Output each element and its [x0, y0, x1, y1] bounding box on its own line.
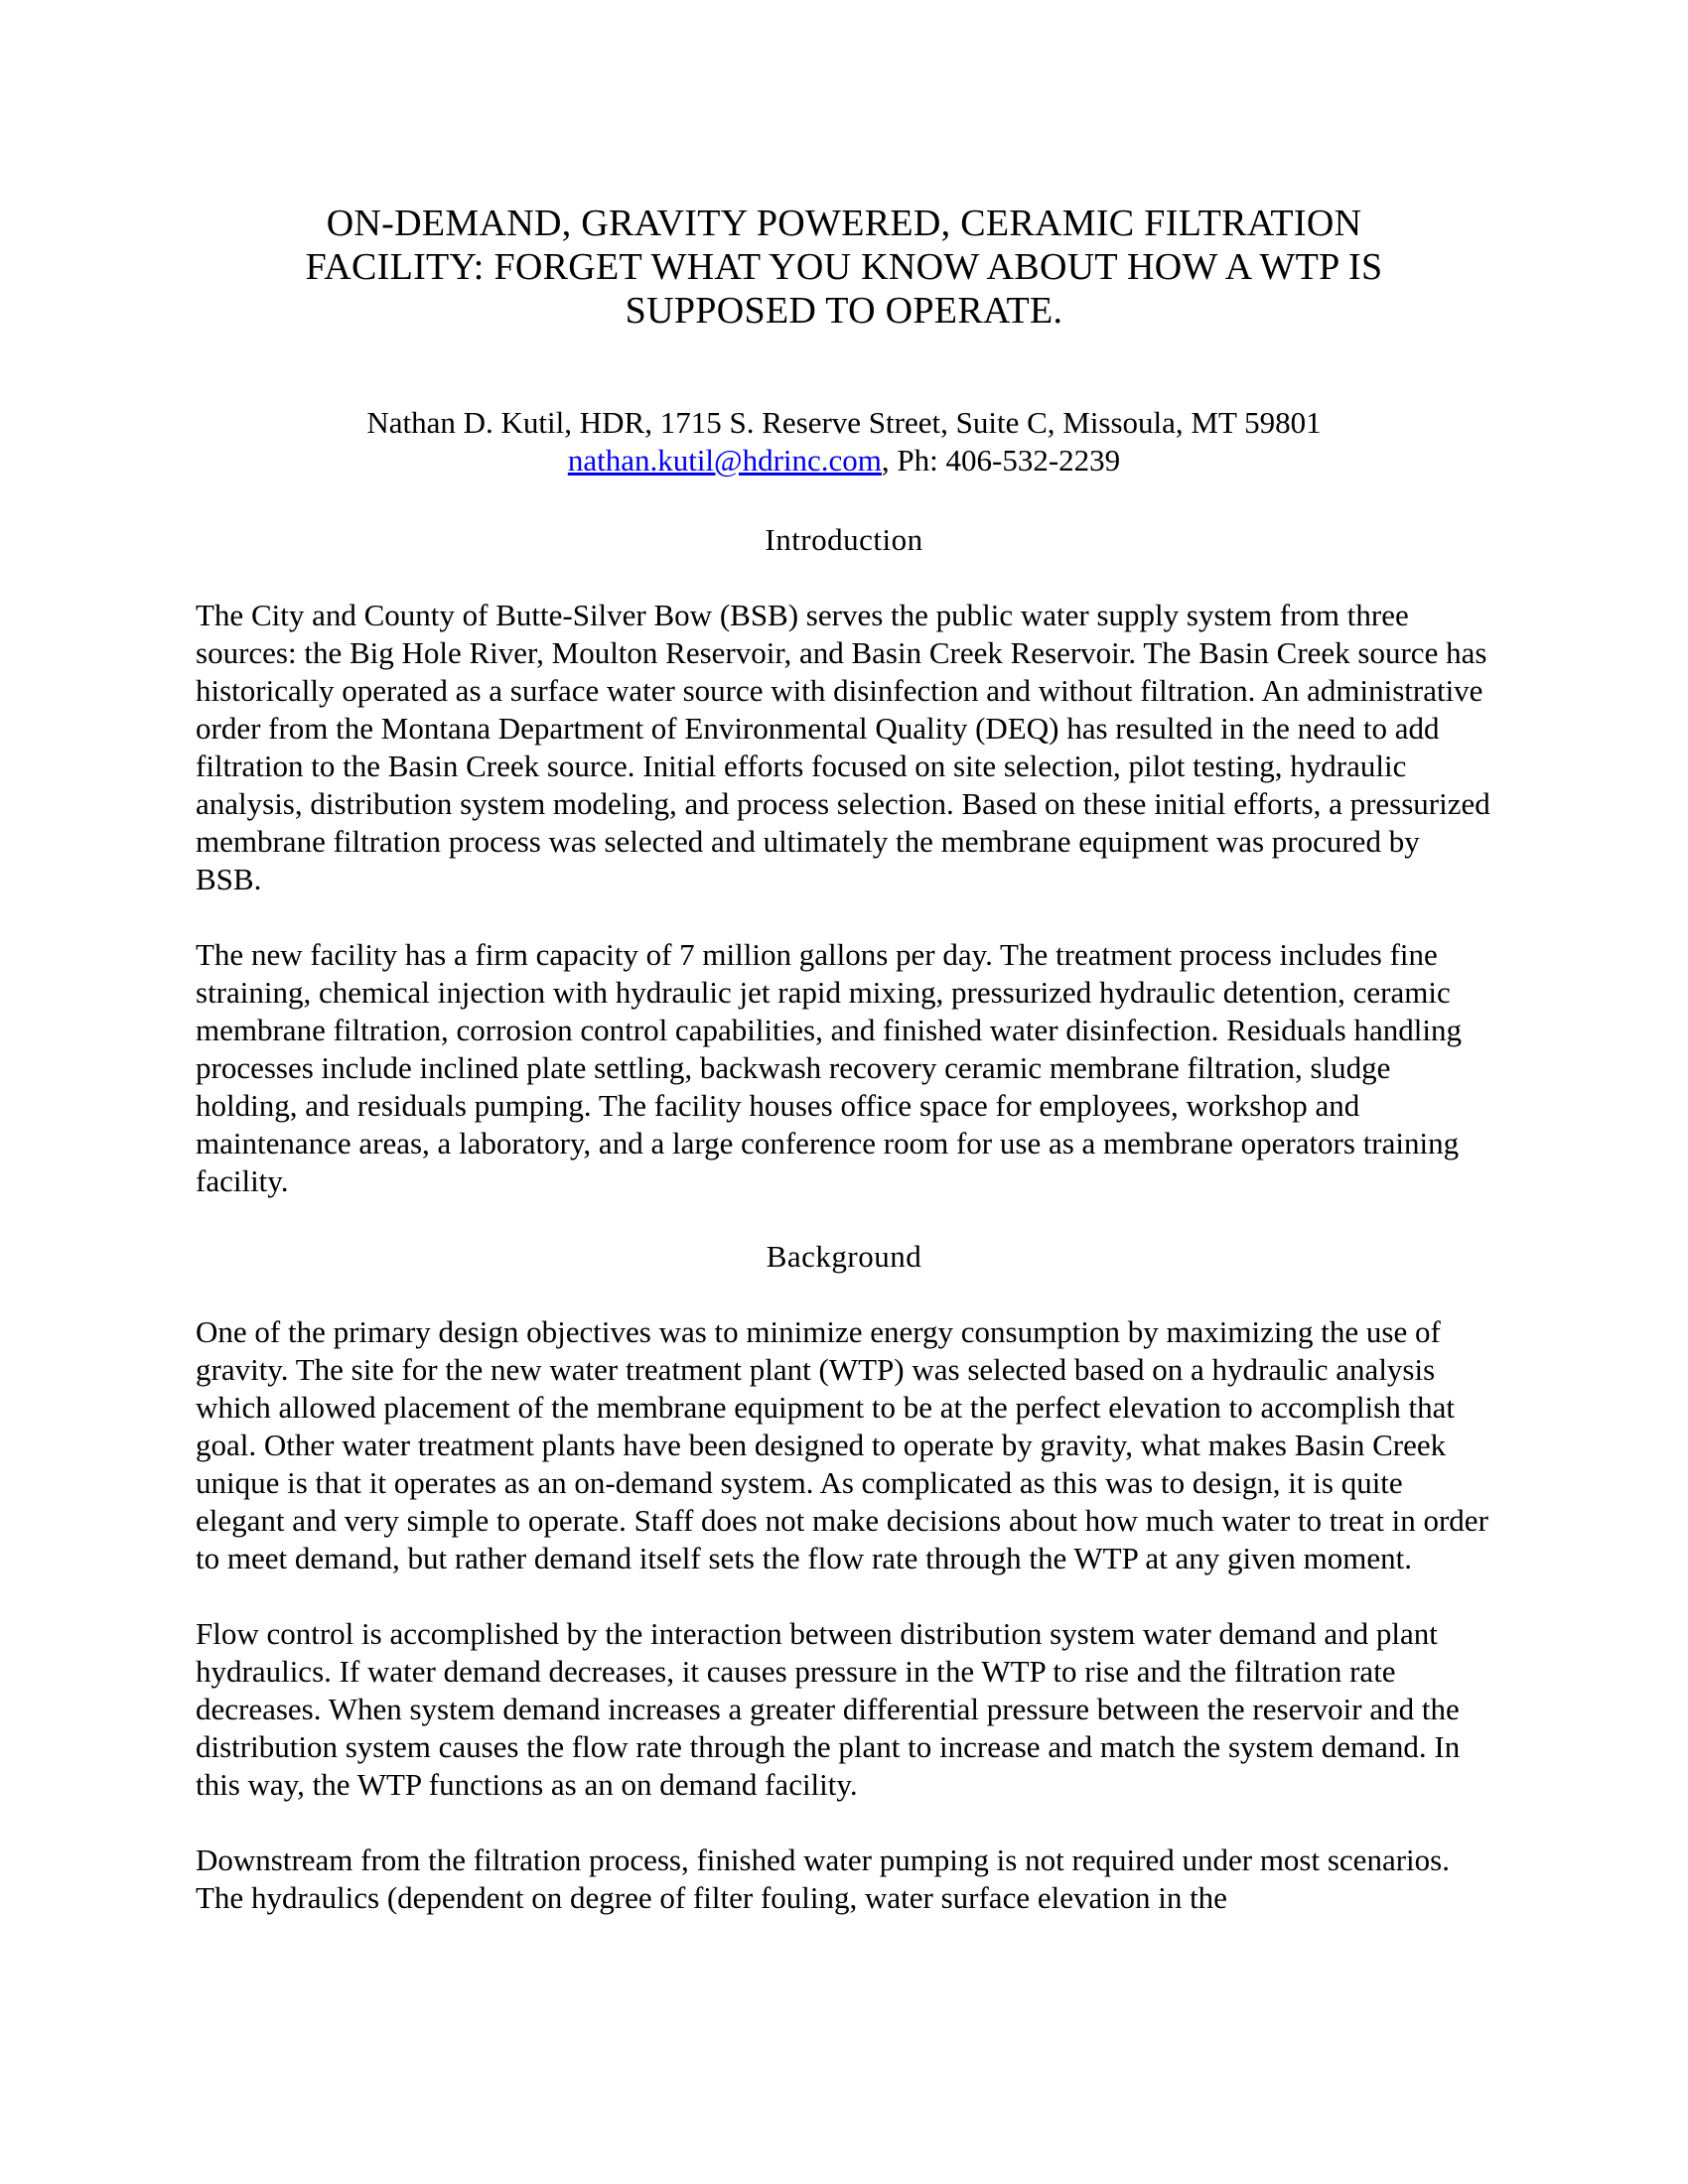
section-heading-background: Background	[766, 1239, 922, 1274]
contact-line	[196, 442, 1492, 479]
author-affiliation-line: Nathan D. Kutil, HDR, 1715 S. Reserve Street, Suite C, Missoula, MT 59801	[366, 405, 1322, 440]
paragraph-background-2: Flow control is accomplished by the interaction between distribution system water demand and plant hydraulics. If water demand decreases, it causes pressure in the WTP to rise and the filtration rate decreases. When system demand increases a greater differential pressure between the reservoir and the distribution system causes the flow rate through the plant to increase and match the system demand. In this way, the WTP functions as an on demand facility.	[196, 1616, 1461, 1802]
paper-title-line-3: SUPPOSED TO OPERATE.	[625, 290, 1063, 332]
paragraph-background-1: One of the primary design objectives was to minimize energy consumption by maximizing the use of gravity. The site for the new water treatment plant (WTP) was selected based on a hydraulic analysis which allowed placement of the membrane equipment to be at the perfect elevation to accomplish that goal. Other water treatment plants have been designed to operate by gravity, what makes Basin Creek unique is that it operates as an on-demand system. As complicated as this was to design, it is quite elegant and very simple to operate. Staff does not make decisions about how much water to treat in order to meet demand, but rather demand itself sets the flow rate through the WTP at any given moment.	[196, 1314, 1488, 1575]
paragraph-background-3: Downstream from the filtration process, finished water pumping is not required under most scenarios. The hydraulics (dependent on degree of filter fouling, water surface elevation in the	[196, 1843, 1450, 1915]
email-link[interactable]: nathan.kutil@hdrinc.com	[567, 443, 882, 478]
paragraph-intro-2: The new facility has a firm capacity of 7 million gallons per day. The treatment process includes fine straining, chemical injection with hydraulic jet rapid mixing, pressurized hydraulic detention, ceramic membrane filtration, corrosion control capabilities, and finished water disinfection. Residuals handling processes include inclined plate settling, backwash recovery ceramic membrane filtration, sludge holding, and residuals pumping. The facility houses office space for employees, workshop and maintenance areas, a laboratory, and a large conference room for use as a membrane operators training facility.	[196, 937, 1462, 1198]
paper-title-line-1: ON-DEMAND, GRAVITY POWERED, CERAMIC FILTRATION	[326, 203, 1362, 244]
paper-title-line-2: FACILITY: FORGET WHAT YOU KNOW ABOUT HOW A WTP IS	[305, 246, 1383, 288]
paragraph-intro-1: The City and County of Butte-Silver Bow (BSB) serves the public water supply system from three sources: the Big Hole River, Moulton Reservoir, and Basin Creek Reservoir. The Basin Creek source has historically operated as a surface water source with disinfection and without filtration. An administrative order from the Montana Department of Environmental Quality (DEQ) has resulted in the need to add filtration to the Basin Creek source. Initial efforts focused on site selection, pilot testing, hydraulic analysis, distribution system modeling, and process selection. Based on these initial efforts, a pressurized membrane filtration process was selected and ultimately the membrane equipment was procured by BSB.	[196, 598, 1490, 896]
phone-text: , Ph: 406-532-2239	[881, 443, 1121, 478]
paper-title	[196, 202, 1492, 333]
section-heading-introduction: Introduction	[765, 522, 923, 557]
